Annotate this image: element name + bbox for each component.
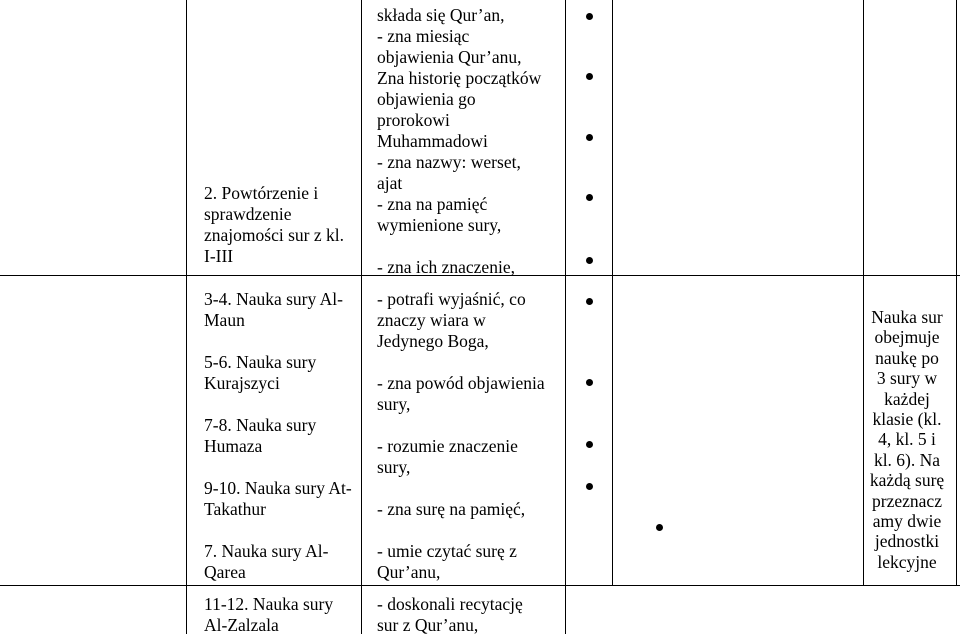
text-line: - zna miesiąc (377, 26, 470, 46)
bullet-dot (656, 524, 663, 531)
text-line: Maun (204, 310, 245, 330)
text-line: sprawdzenie (204, 204, 292, 224)
text-line: 11-12. Nauka sury (204, 594, 334, 614)
text-line: - doskonali recytację (377, 594, 523, 614)
table-divider-3 (612, 0, 613, 585)
outcomes-cell-review (377, 5, 541, 278)
text-line: 7. Nauka sury Al- (204, 541, 329, 561)
text-line: każdej (884, 388, 930, 409)
text-line: 5-6. Nauka sury (204, 352, 317, 372)
text-line: Al-Zalzala (204, 615, 279, 635)
text-line: Qarea (204, 562, 246, 582)
text-line: sury, (377, 457, 411, 477)
text-line: znaczy wiara w (377, 310, 486, 330)
text-line: lekcyjne (877, 551, 937, 572)
text-line: znajomości sur z kl. (204, 225, 344, 245)
text-line: 7-8. Nauka sury (204, 415, 317, 435)
text-line: prorokowi (377, 110, 450, 130)
bullet-dot (586, 379, 593, 386)
text-line: 3 sury w (876, 368, 938, 389)
topic-cell-surahs (204, 289, 352, 583)
text-line: objawienia Qur’anu, (377, 47, 522, 67)
text-line: 4, kl. 5 i (878, 429, 936, 450)
text-line: Takathur (204, 499, 266, 519)
topic-cell-review (204, 183, 344, 267)
note-cell (864, 307, 950, 572)
text-line: 2. Powtórzenie i (204, 183, 319, 203)
text-line: - umie czytać surę z (377, 541, 517, 561)
bullet-dot (586, 441, 593, 448)
table-divider-2 (565, 0, 566, 634)
bullet-dot (586, 134, 593, 141)
table-divider-1 (361, 0, 362, 634)
text-line: - zna na pamięć (377, 194, 488, 214)
text-line: każdą surę (869, 470, 945, 491)
text-line: 3-4. Nauka sury Al- (204, 289, 344, 309)
outcomes-cell-zalzala (377, 594, 523, 636)
text-line: jednostki (874, 531, 940, 552)
text-line: - zna powód objawienia (377, 373, 545, 393)
text-line: - zna nazwy: werset, (377, 152, 521, 172)
text-line: Humaza (204, 436, 263, 456)
bullet-dot (586, 13, 593, 20)
text-line: Nauka sur (871, 307, 943, 327)
table-border-right (956, 0, 957, 585)
topic-cell-zalzala (204, 594, 333, 636)
text-line: obejmuje (874, 327, 940, 348)
text-line: naukę po (875, 347, 939, 368)
text-line: Qur’anu, (377, 562, 441, 582)
bullet-dot (586, 298, 593, 305)
text-line: przeznacz (872, 490, 942, 511)
bullet-dot (586, 483, 593, 490)
text-line: - zna ich znaczenie, (377, 257, 515, 277)
text-line: ajat (377, 173, 403, 193)
text-line: I-III (204, 246, 234, 266)
text-line: klasie (kl. (872, 409, 942, 430)
bullet-dot (586, 194, 593, 201)
text-line: Kurajszyci (204, 373, 280, 393)
text-line: kl. 6). Na (873, 449, 941, 470)
bullet-dot (586, 257, 593, 264)
text-line: składa się Qur’an, (377, 5, 505, 25)
text-line: Jedynego Boga, (377, 331, 489, 351)
text-line: wymienione sury, (377, 215, 502, 235)
text-line: - zna surę na pamięć, (377, 499, 526, 519)
bullet-dot (586, 73, 593, 80)
text-line: 9-10. Nauka sury At- (204, 478, 352, 498)
text-line: - rozumie znaczenie (377, 436, 518, 456)
text-line: amy dwie (872, 511, 942, 532)
text-line: sur z Qur’anu, (377, 615, 479, 635)
table-border-left (186, 0, 187, 634)
text-line: Zna historię początków (377, 68, 542, 88)
row-separator-2 (0, 585, 960, 586)
outcomes-cell-surahs (377, 289, 545, 583)
text-line: sury, (377, 394, 411, 414)
text-line: objawienia go (377, 89, 476, 109)
text-line: Muhammadowi (377, 131, 488, 151)
text-line: - potrafi wyjaśnić, co (377, 289, 526, 309)
